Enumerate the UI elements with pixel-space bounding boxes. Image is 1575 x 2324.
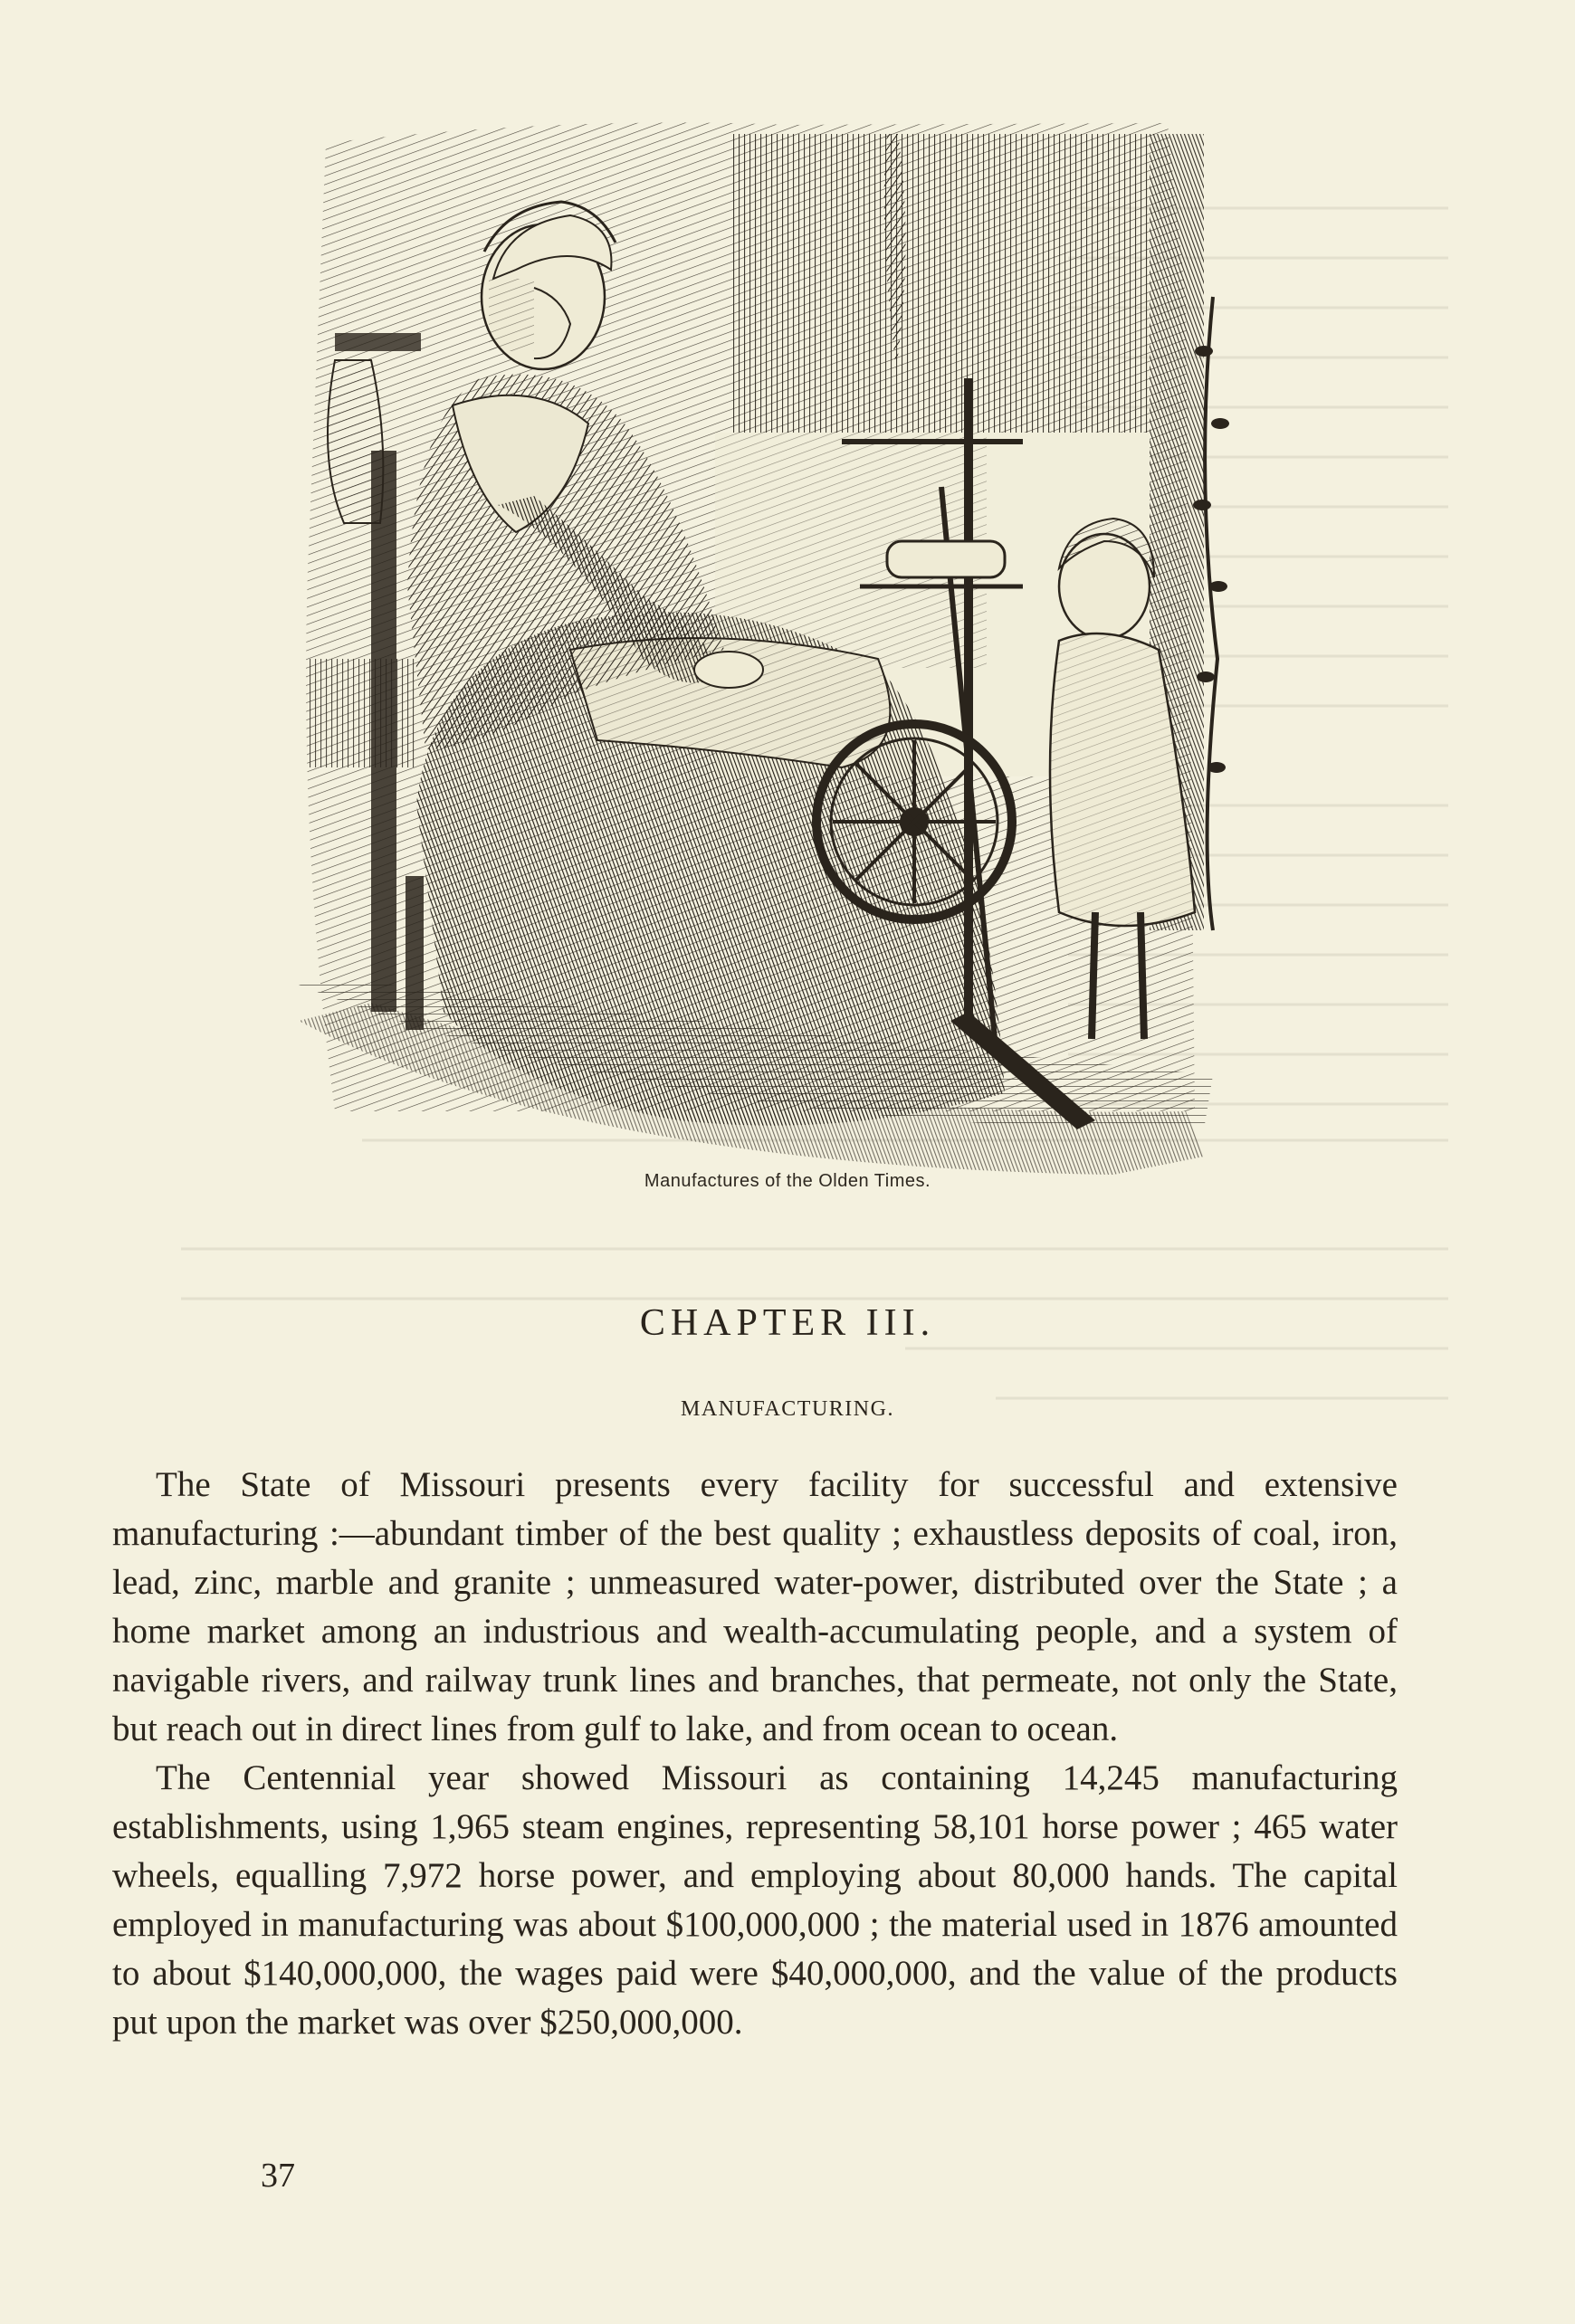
paragraph-2: The Centennial year showed Missouri as containing 14,245 manufacturing establishments, using 1,965 steam engines, representing 58,101 horse power ; 465 water wheels, equalling 7,972 horse power, and employing about 80,000 hands. The capital employed in manufacturing was about $100,000,000 ; the material used in 1876 amounted to about $140,000,000, the wages paid were $40,000,000, and the value of the products put upon the market was over $250,000,000. <box>112 1758 1398 2042</box>
page-number: 37 <box>261 2157 295 2195</box>
illustration-caption: Manufactures of the Olden Times. <box>644 1171 931 1191</box>
section-title: MANUFACTURING. <box>681 1397 894 1421</box>
chapter-title: CHAPTER III. <box>639 1302 936 1344</box>
body-text <box>112 1461 1398 2047</box>
paragraph-1: The State of Missouri presents every facility for successful and extensive manufacturing :—abundant timber of the best quality ; exhaustless deposits of coal, iron, lead, zinc, marble and granite ; unmeasured water-power, distributed over the State ; a home market among an industrious and wealth-accumulating people, and a system of navigable rivers, and railway trunk lines and branches, that permeate, not only the State, but reach out in direct lines from gulf to lake, and from ocean to ocean. <box>112 1465 1398 1748</box>
engraving-illustration <box>299 116 1258 1184</box>
